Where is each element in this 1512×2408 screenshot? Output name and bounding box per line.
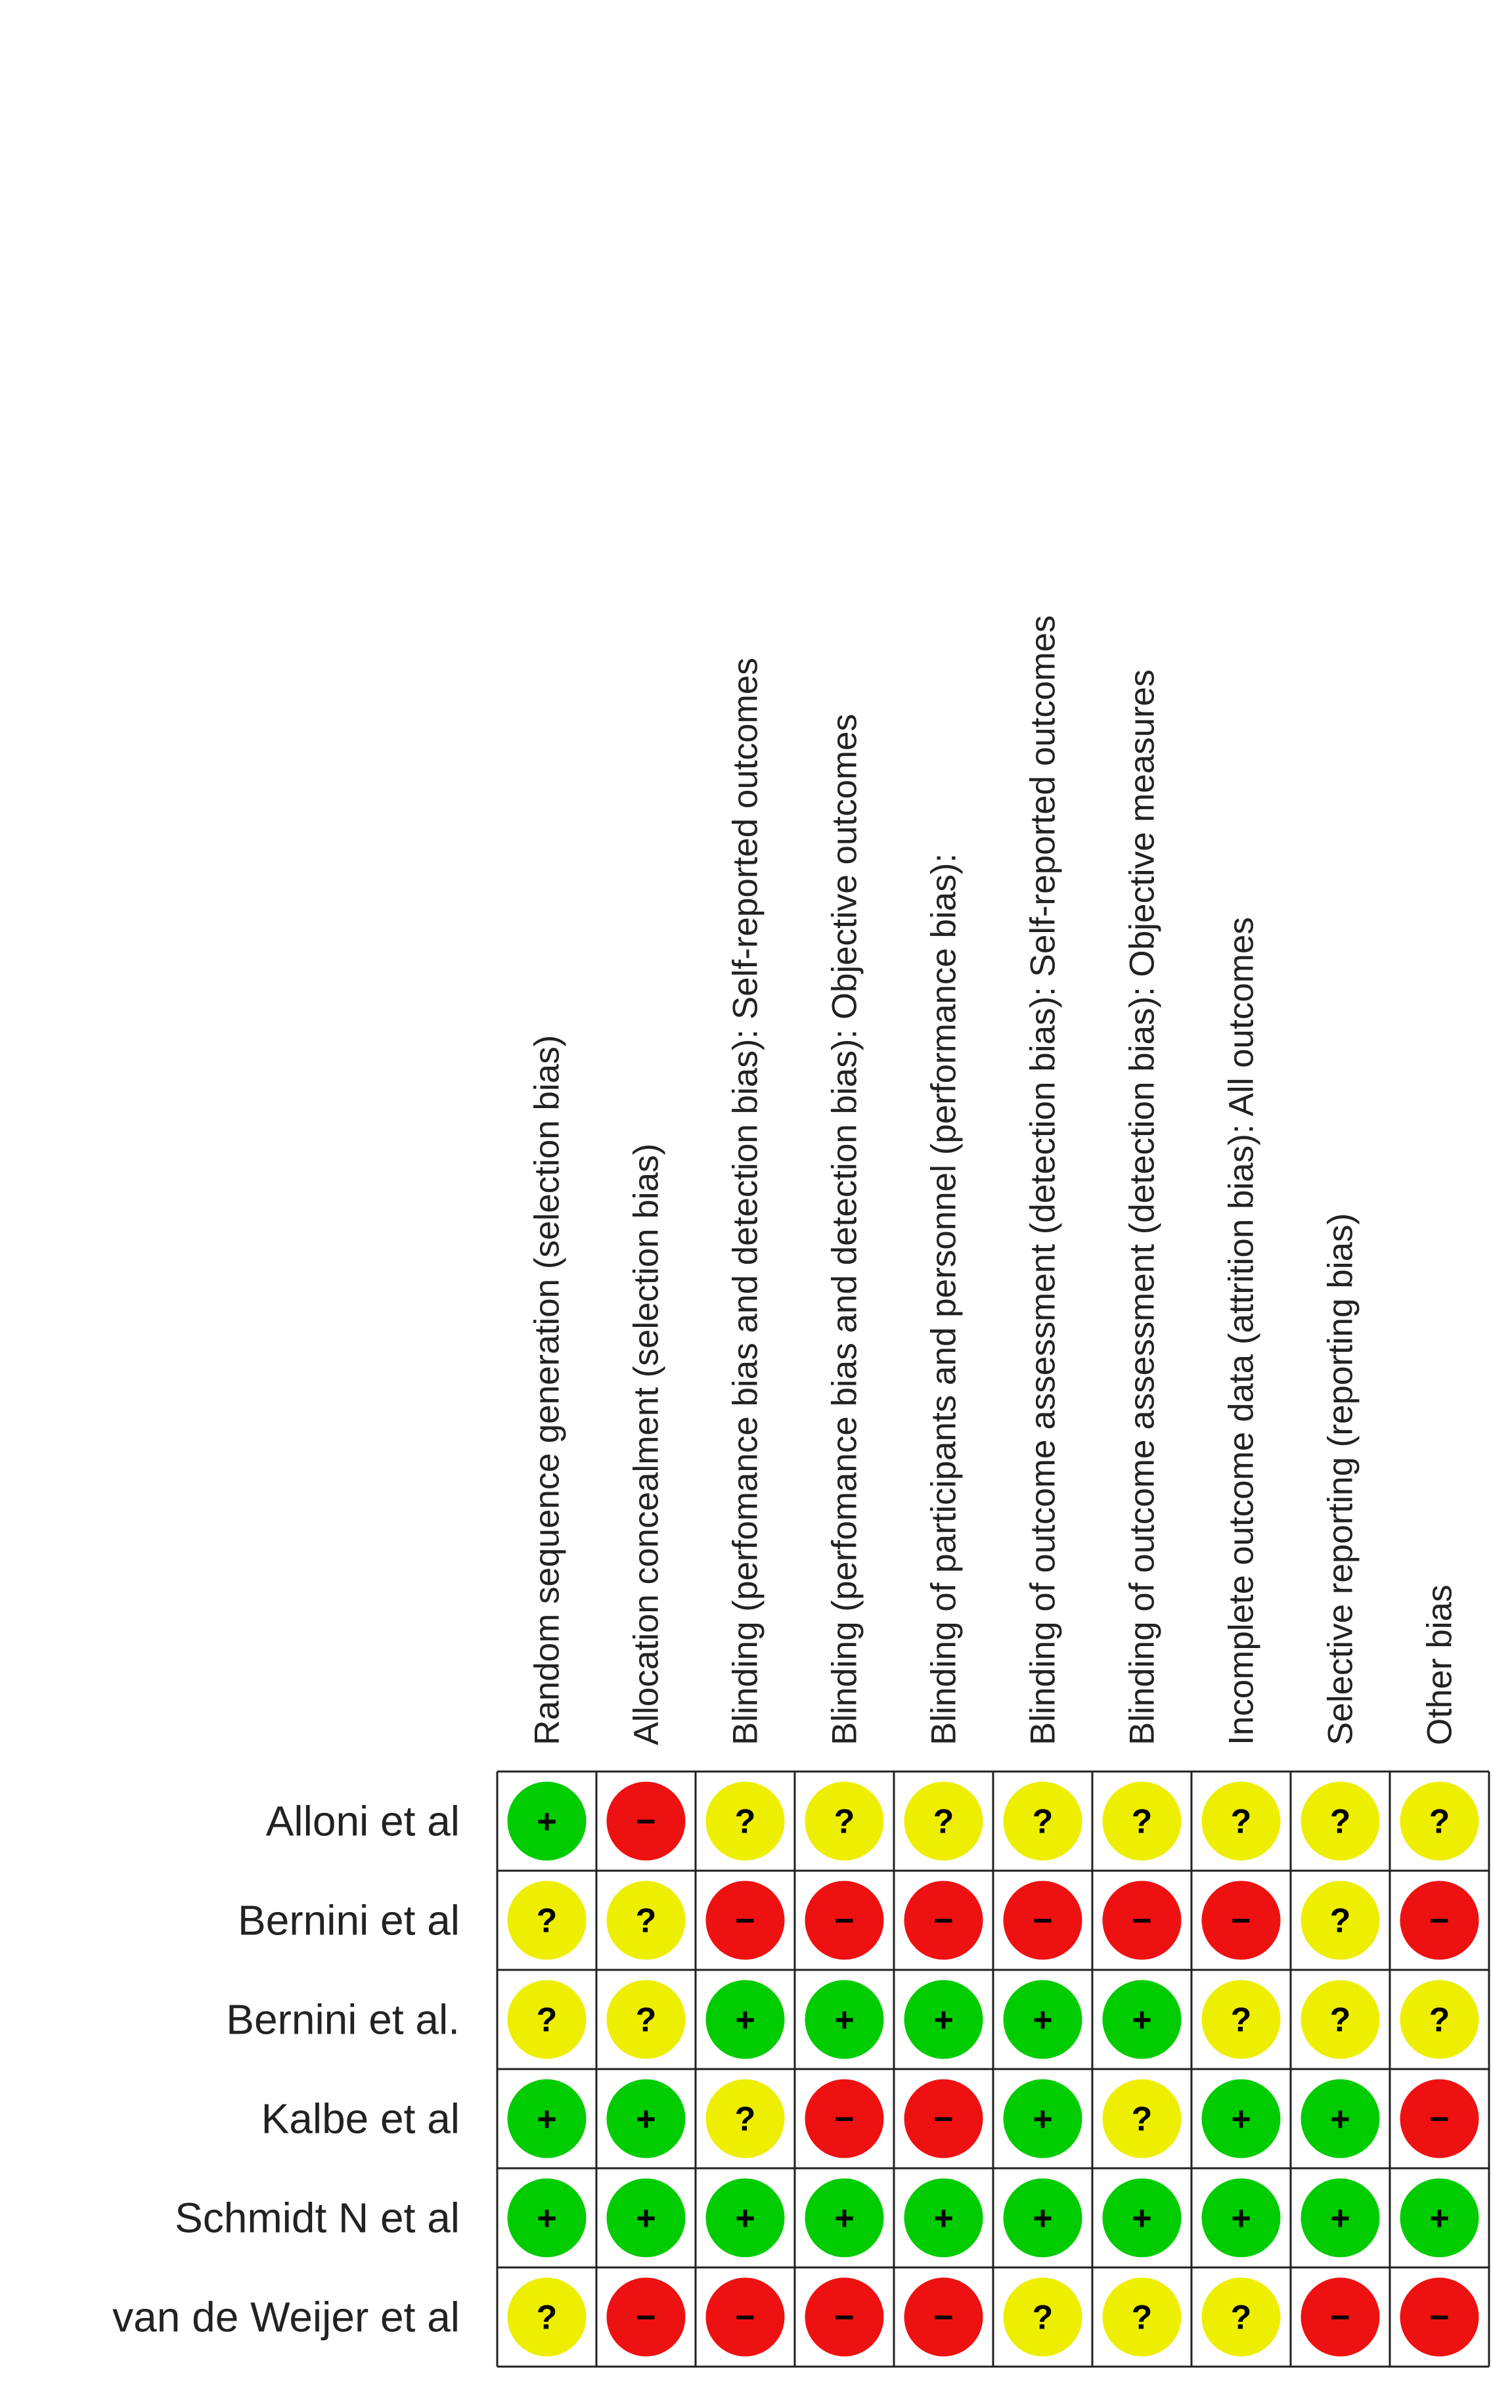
judgement-high-risk <box>904 2278 983 2357</box>
column-header: Incomplete outcome data (attrition bias): All outcomes <box>1222 917 1261 1745</box>
minus-icon: − <box>1033 1902 1053 1940</box>
judgement-low-risk <box>1202 2080 1281 2158</box>
judgement-unclear-risk <box>1103 2278 1182 2357</box>
minus-icon: − <box>636 2298 656 2337</box>
plus-icon: + <box>636 2100 656 2139</box>
plus-icon: + <box>1033 2199 1053 2238</box>
question-icon: ? <box>1131 1802 1153 1841</box>
study-label: Bernini et al. <box>226 1996 460 2043</box>
minus-icon: − <box>735 2298 755 2337</box>
minus-icon: − <box>1132 1902 1152 1940</box>
judgement-high-risk <box>706 2278 785 2357</box>
judgement-unclear-risk <box>706 1782 785 1861</box>
question-icon: ? <box>1329 1802 1351 1841</box>
judgement-low-risk <box>904 2179 983 2258</box>
judgement-low-risk <box>1004 1980 1082 2059</box>
judgement-high-risk <box>706 1881 785 1960</box>
judgement-low-risk <box>1301 2179 1380 2258</box>
plus-icon: + <box>933 2001 954 2040</box>
question-icon: ? <box>1032 2298 1054 2337</box>
judgement-unclear-risk <box>1400 1782 1479 1861</box>
judgement-high-risk <box>904 2080 983 2158</box>
judgement-low-risk <box>1004 2179 1082 2258</box>
minus-icon: − <box>933 1902 954 1940</box>
plus-icon: + <box>933 2199 954 2238</box>
plus-icon: + <box>636 2199 656 2238</box>
column-header: Blinding (perfomance bias and detection bias): Self-reported outcomes <box>726 658 765 1745</box>
judgement-low-risk <box>607 2179 686 2258</box>
minus-icon: − <box>933 2100 954 2139</box>
judgement-high-risk <box>1103 1881 1182 1960</box>
judgement-high-risk <box>805 2080 884 2158</box>
judgement-low-risk <box>805 2179 884 2258</box>
judgement-high-risk <box>1202 1881 1281 1960</box>
judgement-unclear-risk <box>1301 1782 1380 1861</box>
judgement-low-risk <box>508 1782 587 1861</box>
column-header: Blinding of outcome assessment (detection bias): Objective measures <box>1123 669 1162 1745</box>
plus-icon: + <box>1033 2001 1053 2040</box>
minus-icon: − <box>1330 2298 1350 2337</box>
judgement-high-risk <box>1301 2278 1380 2357</box>
judgement-low-risk <box>1301 2080 1380 2158</box>
question-icon: ? <box>734 1802 756 1841</box>
plus-icon: + <box>1330 2199 1350 2238</box>
judgement-unclear-risk <box>1301 1980 1380 2059</box>
study-label: Alloni et al <box>265 1797 460 1845</box>
judgement-unclear-risk <box>706 2080 785 2158</box>
judgement-low-risk <box>1103 2179 1182 2258</box>
column-header: Selective reporting (reporting bias) <box>1321 1213 1360 1745</box>
judgement-high-risk <box>805 2278 884 2357</box>
question-icon: ? <box>1230 2298 1252 2337</box>
judgement-low-risk <box>1004 2080 1082 2158</box>
judgement-high-risk <box>805 1881 884 1960</box>
judgement-unclear-risk <box>1400 1980 1479 2059</box>
judgement-low-risk <box>706 1980 785 2059</box>
question-icon: ? <box>536 2298 558 2337</box>
judgement-high-risk <box>1400 2080 1479 2158</box>
judgement-unclear-risk <box>607 1881 686 1960</box>
question-icon: ? <box>536 1902 558 1940</box>
question-icon: ? <box>1329 1902 1351 1940</box>
minus-icon: − <box>735 1902 755 1940</box>
plus-icon: + <box>1429 2199 1450 2238</box>
plus-icon: + <box>735 2001 755 2040</box>
question-icon: ? <box>734 2100 756 2139</box>
plus-icon: + <box>1033 2100 1053 2139</box>
plus-icon: + <box>834 2199 855 2238</box>
judgement-unclear-risk <box>904 1782 983 1861</box>
judgement-unclear-risk <box>1301 1881 1380 1960</box>
judgement-high-risk <box>1400 2278 1479 2357</box>
question-icon: ? <box>1429 1802 1450 1841</box>
judgement-unclear-risk <box>1004 1782 1082 1861</box>
question-icon: ? <box>1230 1802 1252 1841</box>
minus-icon: − <box>1429 2100 1450 2139</box>
judgement-high-risk <box>904 1881 983 1960</box>
column-header: Allocation concealment (selection bias) <box>627 1143 666 1745</box>
judgement-high-risk <box>1400 1881 1479 1960</box>
plus-icon: + <box>537 2199 557 2238</box>
plus-icon: + <box>1231 2100 1251 2139</box>
plus-icon: + <box>735 2199 755 2238</box>
plus-icon: + <box>537 2100 557 2139</box>
judgement-unclear-risk <box>1103 1782 1182 1861</box>
question-icon: ? <box>1329 2001 1351 2040</box>
minus-icon: − <box>834 2100 855 2139</box>
judgement-low-risk <box>805 1980 884 2059</box>
column-header: Blinding (perfomance bias and detection bias): Objective outcomes <box>825 713 864 1745</box>
question-icon: ? <box>1131 2100 1153 2139</box>
minus-icon: − <box>933 2298 954 2337</box>
judgement-unclear-risk <box>1202 1980 1281 2059</box>
minus-icon: − <box>1429 2298 1450 2337</box>
minus-icon: − <box>1429 1902 1450 1940</box>
minus-icon: − <box>636 1802 656 1841</box>
study-label: Kalbe et al <box>261 2095 460 2143</box>
judgement-unclear-risk <box>1202 1782 1281 1861</box>
column-header: Other bias <box>1420 1584 1459 1745</box>
question-icon: ? <box>834 1802 855 1841</box>
judgement-low-risk <box>1400 2179 1479 2258</box>
plus-icon: + <box>1330 2100 1350 2139</box>
plus-icon: + <box>1132 2001 1152 2040</box>
minus-icon: − <box>1231 1902 1251 1940</box>
plus-icon: + <box>537 1802 557 1841</box>
judgement-low-risk <box>508 2179 587 2258</box>
question-icon: ? <box>1429 2001 1450 2040</box>
judgement-unclear-risk <box>1103 2080 1182 2158</box>
judgement-unclear-risk <box>1202 2278 1281 2357</box>
judgement-low-risk <box>508 2080 587 2158</box>
column-header: Blinding of participants and personnel (performance bias): <box>924 853 964 1745</box>
judgement-low-risk <box>607 2080 686 2158</box>
study-label: Schmidt N et al <box>175 2194 460 2242</box>
judgement-high-risk <box>607 1782 686 1861</box>
minus-icon: − <box>834 1902 855 1940</box>
judgement-unclear-risk <box>607 1980 686 2059</box>
question-icon: ? <box>635 1902 657 1940</box>
judgement-low-risk <box>1103 1980 1182 2059</box>
question-icon: ? <box>1230 2001 1252 2040</box>
plus-icon: + <box>834 2001 855 2040</box>
judgement-high-risk <box>1004 1881 1082 1960</box>
column-header: Random sequence generation (selection bias) <box>527 1035 567 1745</box>
judgement-unclear-risk <box>1004 2278 1082 2357</box>
judgement-unclear-risk <box>508 2278 587 2357</box>
column-header: Blinding of outcome assessment (detection bias): Self-reported outcomes <box>1023 615 1063 1745</box>
judgement-low-risk <box>904 1980 983 2059</box>
judgement-unclear-risk <box>805 1782 884 1861</box>
judgement-low-risk <box>706 2179 785 2258</box>
judgement-low-risk <box>1202 2179 1281 2258</box>
plus-icon: + <box>1231 2199 1251 2238</box>
question-icon: ? <box>536 2001 558 2040</box>
study-label: van de Weijer et al <box>112 2293 460 2341</box>
judgement-high-risk <box>607 2278 686 2357</box>
minus-icon: − <box>834 2298 855 2337</box>
study-label: Bernini et al <box>238 1896 460 1944</box>
judgement-unclear-risk <box>508 1881 587 1960</box>
question-icon: ? <box>635 2001 657 2040</box>
judgement-unclear-risk <box>508 1980 587 2059</box>
plus-icon: + <box>1132 2199 1152 2238</box>
question-icon: ? <box>1032 1802 1054 1841</box>
question-icon: ? <box>933 1802 954 1841</box>
question-icon: ? <box>1131 2298 1153 2337</box>
